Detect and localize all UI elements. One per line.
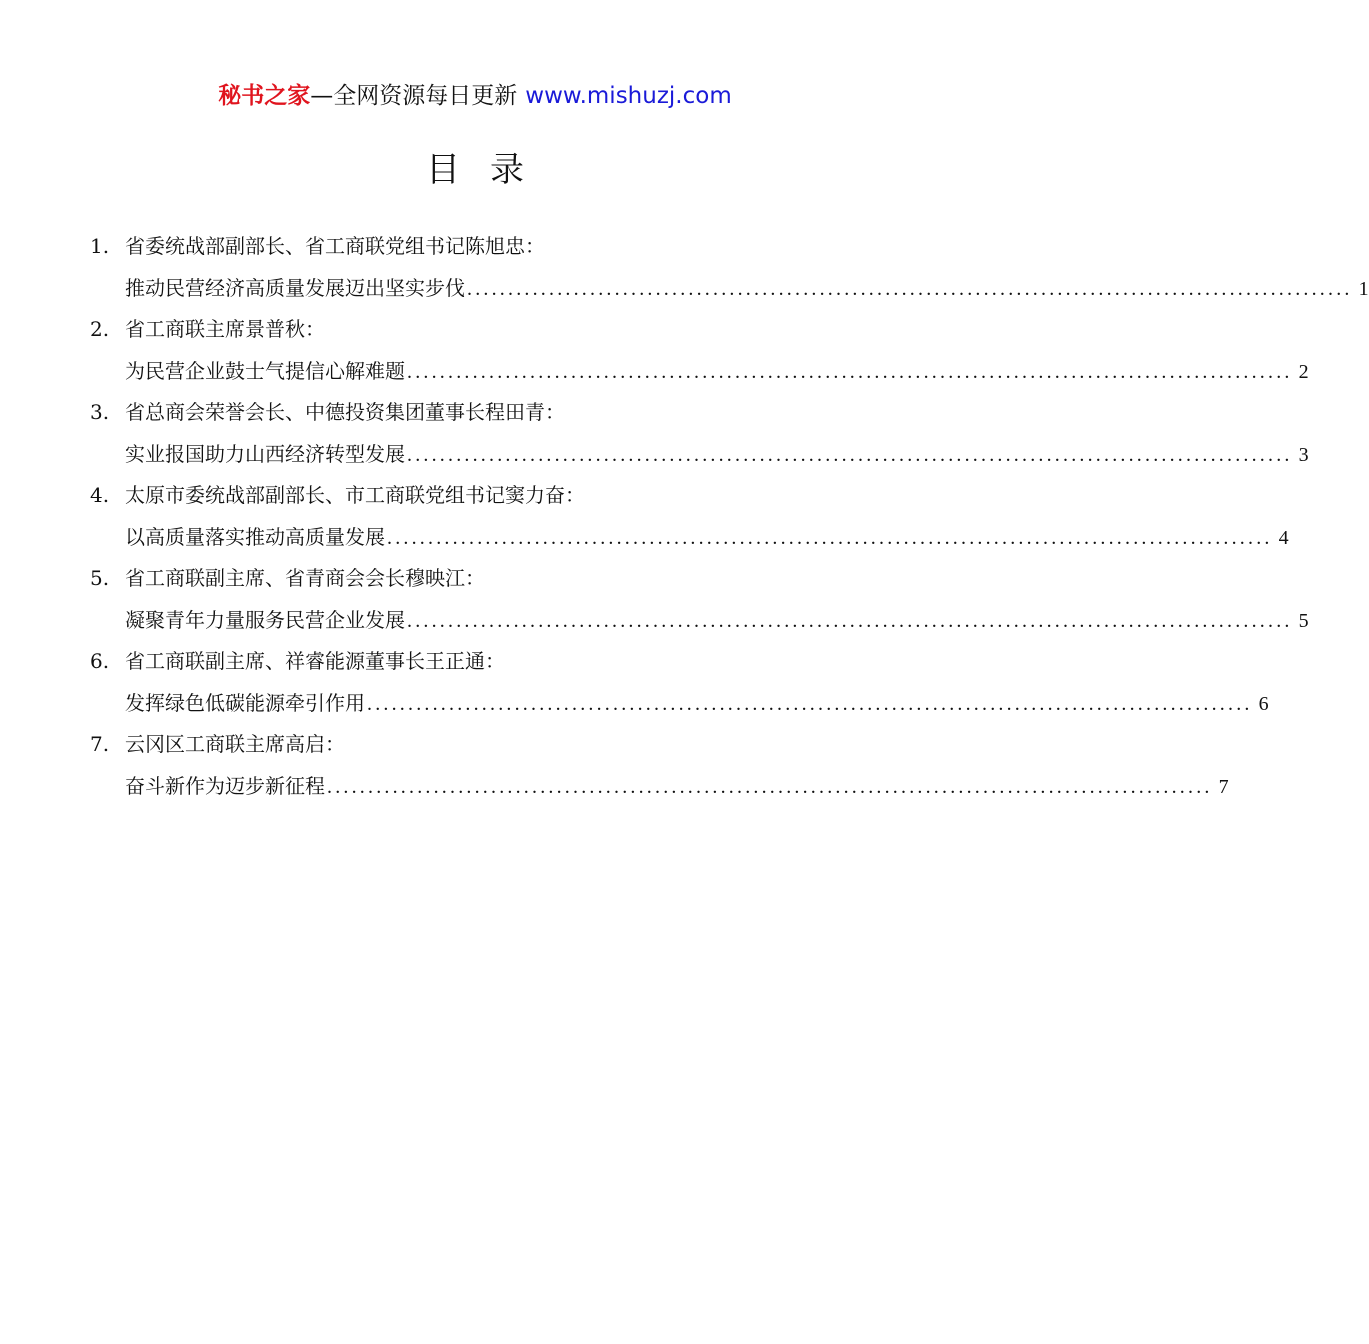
entry-speaker: 省委统战部副部长、省工商联党组书记陈旭忠： (125, 234, 545, 258)
title-line[interactable] (90, 683, 1269, 725)
title-line[interactable] (90, 766, 1229, 808)
entry-title[interactable]: 实业报国助力山西经济转型发展 (125, 441, 405, 466)
page-number: 3 (1298, 443, 1309, 466)
title-line[interactable] (90, 351, 1309, 393)
page-number: 4 (1278, 526, 1289, 549)
entry-title[interactable]: 以高质量落实推动高质量发展 (125, 524, 385, 549)
entry-title[interactable]: 推动民营经济高质量发展迈出坚实步伐 (125, 275, 465, 300)
entry-title[interactable]: 为民营企业鼓士气提信心解难题 (125, 358, 405, 383)
title-line[interactable] (90, 434, 1309, 476)
entry-speaker: 省总商会荣誉会长、中德投资集团董事长程田青： (125, 400, 565, 424)
toc-entry (90, 475, 1289, 558)
entry-speaker: 太原市委统战部副部长、市工商联党组书记窦力奋： (125, 483, 585, 507)
toc-entry (90, 641, 1269, 724)
brand-name: 秘书之家 (218, 83, 311, 109)
table-of-contents (90, 226, 1369, 807)
dot-leader: ............................................................................................................ (327, 775, 1213, 798)
toc-entry (90, 392, 1309, 475)
banner-slogan: —全网资源每日更新 (310, 83, 518, 109)
entry-speaker: 省工商联主席景普秋： (125, 317, 325, 341)
entry-number: 3. (90, 400, 110, 424)
toc-entry (90, 724, 1229, 807)
speaker-line (90, 558, 850, 600)
page-number: 2 (1298, 360, 1309, 383)
entry-speaker: 云冈区工商联主席高启： (125, 732, 345, 756)
entry-number: 5. (90, 566, 110, 590)
toc-entry (90, 309, 1309, 392)
dot-leader: ............................................................................................................ (367, 692, 1253, 715)
page-number: 6 (1258, 692, 1269, 715)
site-url-link[interactable]: www.mishuzj.com (525, 83, 732, 109)
speaker-line (90, 475, 850, 517)
title-line[interactable] (90, 268, 1369, 310)
page-number: 7 (1218, 775, 1229, 798)
dot-leader: ............................................................................................................ (467, 277, 1353, 300)
entry-number: 6. (90, 649, 110, 673)
speaker-line (90, 309, 850, 351)
title-line[interactable] (90, 517, 1289, 559)
dot-leader: ............................................................................................................ (407, 360, 1293, 383)
page-number: 5 (1298, 609, 1309, 632)
toc-entry (90, 226, 1369, 309)
speaker-line (90, 724, 850, 766)
entry-title[interactable]: 凝聚青年力量服务民营企业发展 (125, 607, 405, 632)
dot-leader: ............................................................................................................ (407, 609, 1293, 632)
title-line[interactable] (90, 600, 1309, 642)
speaker-line (90, 226, 850, 268)
entry-speaker: 省工商联副主席、省青商会会长穆映江： (125, 566, 485, 590)
toc-entry (90, 558, 1309, 641)
speaker-line (90, 392, 850, 434)
entry-title[interactable]: 奋斗新作为迈步新征程 (125, 773, 325, 798)
site-banner (0, 80, 950, 112)
toc-heading: 目录 (426, 150, 554, 190)
entry-number: 4. (90, 483, 110, 507)
dot-leader: ............................................................................................................ (407, 443, 1293, 466)
entry-number: 2. (90, 317, 110, 341)
page-number: 1 (1358, 277, 1369, 300)
speaker-line (90, 641, 850, 683)
entry-title[interactable]: 发挥绿色低碳能源牵引作用 (125, 690, 365, 715)
entry-speaker: 省工商联副主席、祥睿能源董事长王正通： (125, 649, 505, 673)
dot-leader: ............................................................................................................ (387, 526, 1273, 549)
entry-number: 1. (90, 234, 110, 258)
entry-number: 7. (90, 732, 110, 756)
